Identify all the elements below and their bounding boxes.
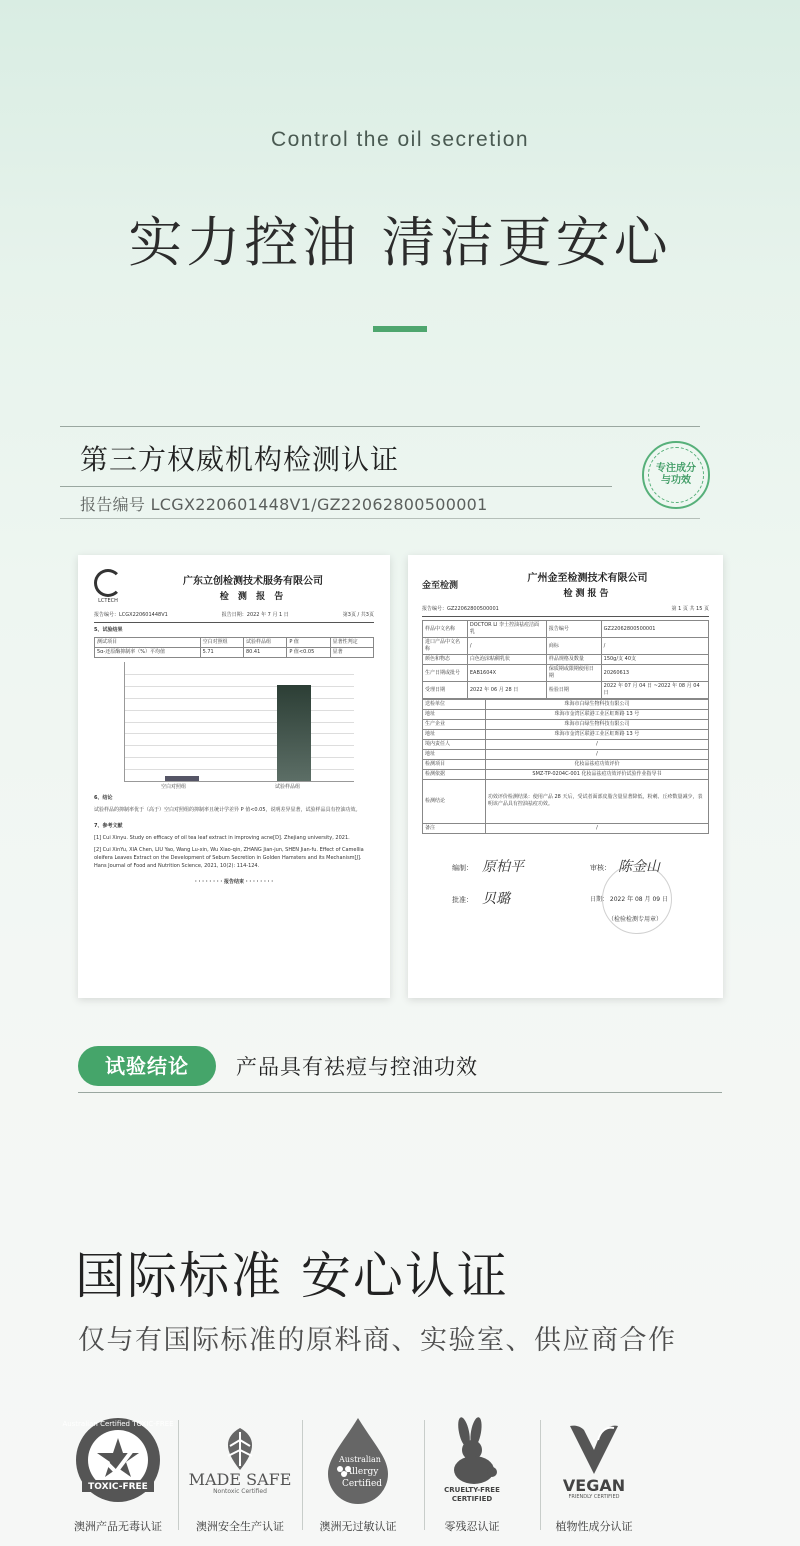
report-title: 检测报告: [563, 589, 612, 599]
made-safe-sub: Nontoxic Certified: [213, 1487, 267, 1495]
report-document-left: [78, 555, 390, 998]
table-cell: 检测项目: [423, 759, 486, 769]
conclusion-text: 产品具有祛痘与控油功效: [236, 1055, 478, 1079]
table-cell: 白色泡沫粘稠乳状: [467, 655, 546, 665]
table-cell: 2022 年 07 月 04 日 ~2022 年 08 月 04 日: [601, 682, 708, 699]
table-cell: 生产日期或批号: [423, 665, 468, 682]
lctech-logo-text: LCTECH: [98, 598, 118, 604]
report-date: 报告日期：2022 年 7 月 1 日: [221, 612, 289, 618]
table-cell: 化妆品祛痘功效评价: [485, 759, 708, 769]
stamp-note: （检验检测专用章）: [608, 915, 663, 923]
section-references: 7、参考文献: [94, 823, 123, 829]
report-page: 第3页 / 共3页: [342, 612, 374, 618]
reference-item: [2] Cui XinYu, XIA Chen, LIU Yao, Wang Lu-xin, Wu Xiao-qin, ZHANG Jian-jun, SHEN Jian-fu. Effect of Camellia oleifera Leaves Extract on the Development of Sebum Secretion in Golden Hamsters and its Mechanism[J]. Hans Journal of Food and Nutrition Science, 2021, 10(2): 114-124.: [94, 847, 364, 869]
table-cell: P 值<0.05: [287, 648, 330, 658]
section-conclusion: 6、结论: [94, 795, 113, 801]
cert-allergy: [298, 1410, 418, 1540]
table-cell: 显著: [330, 648, 373, 658]
report-org: 广州金至检测技术有限公司: [527, 573, 648, 584]
table-cell: 境内责任人: [423, 739, 486, 749]
table-cell: 80.41: [243, 648, 286, 658]
results-table: [94, 637, 374, 658]
bar-blank-control: [165, 776, 199, 781]
table-cell: 送检单位: [423, 699, 486, 709]
reference-item: [1] Cui Xinyu. Study on efficacy of oil tea leaf extract in improving acne[D]. Zhejiang university, 2021.: [94, 835, 350, 841]
cert-caption: 澳洲无过敏认证: [319, 1520, 397, 1533]
table-cell: 商标: [546, 638, 601, 655]
table-cell: 保质期或限期使用日期: [546, 665, 601, 682]
cert-made-safe: [180, 1410, 300, 1540]
section-results: 5、试验结果: [94, 627, 123, 633]
made-safe-text: MADE SAFE: [188, 1469, 292, 1489]
table-header: 试验样品组: [243, 638, 286, 648]
table-cell: 生产企业: [423, 719, 486, 729]
table-cell: 珠海市白绿生物科技有限公司: [485, 719, 708, 729]
report-title: 检 测 报 告: [219, 592, 287, 602]
conclusion-divider: [78, 1092, 722, 1093]
international-title: 国际标准 安心认证: [75, 1247, 509, 1305]
svg-text:Australian: Australian: [339, 1455, 381, 1464]
flower-drop-icon: [322, 1414, 394, 1506]
cert-vegan: [534, 1410, 654, 1540]
table-cell: 珠海市金湾区联港工业区虹晖路 13 号: [485, 729, 708, 739]
table-cell: 地址: [423, 709, 486, 719]
conclusion-label: 试验结论: [78, 1046, 216, 1086]
table-cell: DOCTOR LI 李士控油祛痘洁面乳: [467, 621, 546, 638]
table-cell: /: [485, 823, 708, 833]
vegan-text: VEGAN: [562, 1476, 626, 1495]
table-cell: /: [485, 739, 708, 749]
cruelty-free-text: CRUELTY-FREE CERTIFIED: [444, 1486, 500, 1503]
cert-caption: 零残忍认证: [444, 1520, 500, 1533]
signature-reviewer: 陈金山: [618, 858, 660, 875]
divider-top: [60, 426, 700, 427]
report-number: 报告编号 LCGX220601448V1/GZ22062800500001: [80, 495, 488, 514]
ingredient-efficacy-badge: [642, 441, 710, 509]
hero-title: 实力控油 清洁更安心: [128, 211, 672, 274]
report-document-right: [408, 555, 723, 998]
issue-date: 日期： 2022 年 08 月 09 日: [590, 895, 668, 903]
cert-caption: 澳洲安全生产认证: [196, 1520, 284, 1533]
table-cell: 样品中文名称: [423, 621, 468, 638]
cert-caption: 植物性成分认证: [555, 1520, 633, 1533]
report-end: · · · · · · · · 报告结束 · · · · · · · ·: [194, 879, 274, 885]
sign-label: 审核：: [590, 863, 611, 872]
svg-text:Allergy: Allergy: [345, 1467, 379, 1477]
divider-mid: [60, 486, 612, 487]
table-cell: 检测结论: [423, 779, 486, 823]
vegan-v-icon: [566, 1420, 622, 1478]
table-cell: /: [467, 638, 546, 655]
sign-label: 批准：: [452, 895, 473, 904]
signature-approver: 贝璐: [482, 890, 510, 907]
table-cell: 150g/支 40支: [601, 655, 708, 665]
report-org: 广东立创检测技术服务有限公司: [183, 576, 323, 587]
svg-text:TOXIC-FREE: TOXIC-FREE: [88, 1482, 148, 1492]
seal-text: Australian Certified TOXIC-FREE: [62, 1420, 174, 1428]
badge-text: 专注成分与功效: [648, 447, 704, 503]
table-cell: 功效评价检测结果：使用产品 28 天后，受试者面部皮脂含量显著降低，粉刺、丘疹数量减少，表明该产品具有控油祛痘功效。: [485, 779, 708, 823]
subtitle-english: Control the oil secretion: [270, 128, 530, 151]
table-cell: EAB1604X: [467, 665, 546, 682]
svg-text:Certified: Certified: [341, 1479, 383, 1489]
table-cell: 颜色和物态: [423, 655, 468, 665]
leaf-shield-icon: [220, 1426, 260, 1472]
table-cell: 检测依据: [423, 769, 486, 779]
logo-separator: [178, 1420, 179, 1530]
table-cell: 2022 年 06 月 28 日: [467, 682, 546, 699]
table-cell: /: [485, 749, 708, 759]
chart-label: 空白对照组: [161, 784, 187, 790]
table-cell: 5.71: [200, 648, 243, 658]
table-cell: 样品规格及数量: [546, 655, 601, 665]
table-cell: 20260613: [601, 665, 708, 682]
table-header: 测试项目: [95, 638, 201, 648]
rabbit-icon: [442, 1416, 502, 1486]
toxic-free-seal-icon: [62, 1414, 174, 1506]
official-stamp-icon: [602, 864, 672, 934]
table-header: 空白对照组: [200, 638, 243, 648]
cert-toxic-free: [58, 1410, 178, 1540]
table-cell: 备注: [423, 823, 486, 833]
bar-test-sample: [277, 685, 311, 781]
conclusion-body: 试验样品的抑制率优于（高于）空白对照组的抑制率且统计学差异 P 值<0.05，说明差异显著，试验样品具有控油功效。: [94, 807, 361, 813]
table-cell: 报告编号: [546, 621, 601, 638]
international-subtitle: 仅与有国际标准的原料商、实验室、供应商合作: [78, 1325, 677, 1356]
report-no: 报告编号：GZ22062800500001: [422, 606, 499, 612]
table-cell: 珠海市金湾区联港工业区虹晖路 13 号: [485, 709, 708, 719]
table-cell: GZ22062800500001: [601, 621, 708, 638]
lctech-logo-icon: [94, 569, 122, 597]
table-cell: 地址: [423, 749, 486, 759]
accent-divider: [373, 326, 427, 332]
table-cell: 地址: [423, 729, 486, 739]
report-no: 报告编号：LCGX220601448V1: [94, 612, 168, 618]
divider-bottom: [60, 518, 700, 519]
cert-cruelty-free: [412, 1410, 532, 1540]
vegan-sub: FRIENDLY CERTIFIED: [568, 1494, 620, 1500]
table-cell: 受理日期: [423, 682, 468, 699]
table-cell: /: [601, 638, 708, 655]
table-cell: 检验日期: [546, 682, 601, 699]
sample-info-table: [422, 620, 709, 699]
jinzhi-logo: 金至检测: [422, 580, 459, 591]
table-cell: 5α-还原酶抑制率（%）平均值: [95, 648, 201, 658]
signature-compiler: 原柏平: [482, 858, 524, 875]
cert-caption: 澳洲产品无毒认证: [74, 1520, 162, 1533]
test-info-table: [422, 699, 709, 834]
table-cell: SMZ-TP-0204C-001 化妆品祛痘功效评价试验作业指导书: [485, 769, 708, 779]
table-header: 显著性判定: [330, 638, 373, 648]
report-page: 第 1 页 共 15 页: [671, 606, 709, 612]
table-cell: 进口产品中文名称: [423, 638, 468, 655]
results-bar-chart: [124, 662, 354, 790]
sign-label: 编制：: [452, 863, 473, 872]
chart-label: 试验样品组: [275, 784, 301, 790]
table-header: P 值: [287, 638, 330, 648]
certification-title: 第三方权威机构检测认证: [80, 443, 400, 476]
table-cell: 珠海市白绿生物科技有限公司: [485, 699, 708, 709]
